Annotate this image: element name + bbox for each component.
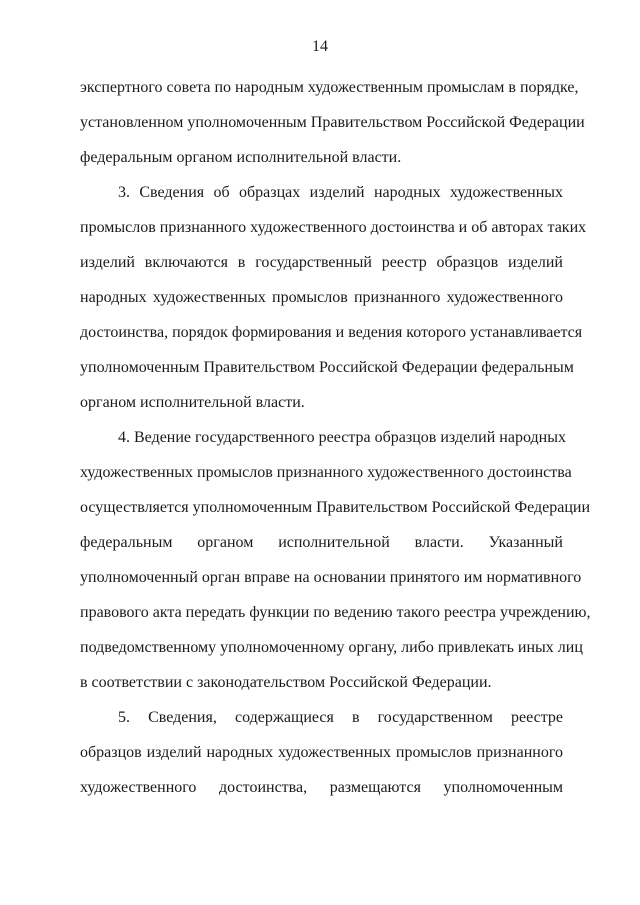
text-line: осуществляется уполномоченным Правительством Российской Федерации bbox=[80, 499, 591, 516]
text-line: изделий включаются в государственный реестр образцов изделий bbox=[80, 254, 563, 271]
text-line: уполномоченным Правительством Российской Федерации федеральным bbox=[80, 359, 574, 376]
text-line: народных художественных промыслов признанного художественного bbox=[80, 289, 563, 306]
text-line: правового акта передать функции по ведению такого реестра учреждению, bbox=[80, 604, 591, 621]
text-line: образцов изделий народных художественных промыслов признанного bbox=[80, 744, 563, 761]
text-line: федеральным органом исполнительной власти. bbox=[80, 149, 402, 166]
text-line: промыслов признанного художественного достоинства и об авторах таких bbox=[80, 219, 587, 236]
text-line: федеральным органом исполнительной власти. Указанный bbox=[80, 534, 563, 551]
text-line: установленном уполномоченным Правительством Российской Федерации bbox=[80, 114, 585, 131]
text-line: 3. Сведения об образцах изделий народных художественных bbox=[118, 184, 563, 201]
text-line: уполномоченный орган вправе на основании принятого им нормативного bbox=[80, 569, 582, 586]
text-line: художественных промыслов признанного художественного достоинства bbox=[80, 464, 572, 481]
text-line: экспертного совета по народным художественным промыслам в порядке, bbox=[80, 79, 579, 96]
text-line: достоинства, порядок формирования и ведения которого устанавливается bbox=[80, 324, 583, 341]
text-line: 5. Сведения, содержащиеся в государственном реестре bbox=[118, 709, 563, 726]
text-line: подведомственному уполномоченному органу, либо привлекать иных лиц bbox=[80, 639, 583, 656]
text-line: художественного достоинства, размещаются уполномоченным bbox=[80, 779, 563, 796]
page-number: 14 bbox=[312, 38, 328, 55]
text-line: 4. Ведение государственного реестра образцов изделий народных bbox=[118, 429, 566, 446]
text-line: в соответствии с законодательством Российской Федерации. bbox=[80, 674, 492, 691]
text-line: органом исполнительной власти. bbox=[80, 394, 305, 411]
